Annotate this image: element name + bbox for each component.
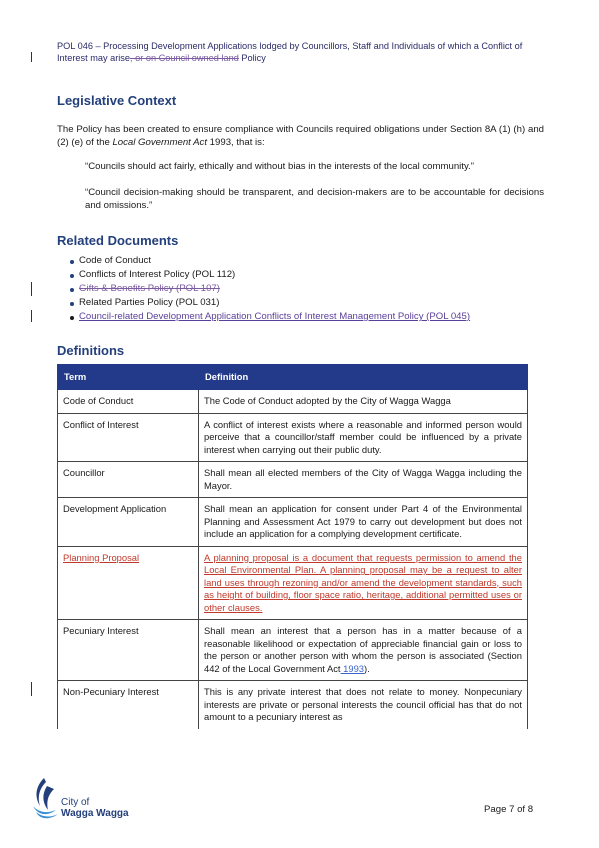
header-title-end: Policy [238,53,266,63]
list-item-label: Related Parties Policy (POL 031) [79,297,220,308]
definition-cell: A conflict of interest exists where a reasonable and informed person would perceive that a councillor/staff member could be influenced by a private interest when carrying out their public duty. [199,413,528,462]
wagga-wagga-logo-icon [30,776,62,820]
quote-1: “Councils should act fairly, ethically and without bias in the interests of the local community.” [85,161,474,172]
definition-inserted-text: 1993 [340,662,365,674]
term-cell: Non-Pecuniary Interest [58,681,199,729]
bullet-icon [70,302,74,306]
term-cell: Conflict of Interest [58,413,199,462]
table-row [58,498,528,547]
header-deleted-text: , or on Council owned land [130,53,239,63]
table-row-inserted [58,546,528,620]
list-item [57,296,470,310]
bullet-icon [70,274,74,278]
legislative-intro [57,123,544,149]
intro-text-end: 1993, that is: [207,137,265,148]
term-cell: Planning Proposal [58,546,199,620]
definitions-heading: Definitions [57,343,125,358]
list-item-label-inserted: Council-related Development Application Conflicts of Interest Management Policy (POL 045) [79,311,471,322]
header-title: POL 046 – Processing Development Applications lodged by Councillors, Staff and Individuals of which a Conflict of Interest may arise [57,41,523,63]
table-row [58,390,528,414]
bullet-icon [70,260,74,264]
definition-cell: Shall mean all elected members of the City of Wagga Wagga including the Mayor. [199,462,528,498]
change-bar [31,52,32,62]
term-cell: Code of Conduct [58,390,199,414]
table-header-row [58,365,528,390]
column-header-term: Term [58,365,199,390]
table-row [58,681,528,729]
bullet-icon [70,288,74,292]
definition-cell: Shall mean an application for consent under Part 4 of the Environmental Planning and Assessment Act 1979 to carry out development but does not include an application for a complying development certificate. [199,498,528,547]
list-item-label-deleted: Gifts & Benefits Policy (POL 107) [79,283,220,294]
list-item [57,282,470,296]
change-bar [31,310,32,322]
change-bar [31,282,32,296]
change-bar [31,682,32,696]
related-documents-list [57,254,470,324]
definition-cell: This is any private interest that does not relate to money. Nonpecuniary interests are private or personal interests the council official has that do not amount to a pecuniary interest as [199,681,528,729]
page-number: Page 7 of 8 [484,804,534,815]
definition-text: Shall mean an interest that a person has in a matter because of a reasonable likelihood or expectation of appreciable financial gain or loss to the person or another person with whom the person is associated (Section 442 of the Local Government Act [204,625,522,674]
table-row [58,620,528,681]
quote-2: “Council decision-making should be transparent, and decision-makers are to be accountable for decisions and omissions.” [85,187,544,211]
list-item-label: Code of Conduct [79,255,151,266]
list-item-label: Conflicts of Interest Policy (POL 112) [79,269,236,280]
page-header [57,40,547,64]
logo-line-2: Wagga Wagga [61,808,129,819]
definitions-table [57,364,528,729]
bullet-icon [70,316,74,320]
intro-text: The Policy has been created to ensure compliance with Councils required obligations under Section 8A (1) (h) and (2) (e) of the [57,124,544,148]
list-item [57,268,470,282]
logo-text [61,797,129,819]
table-row [58,462,528,498]
legislative-heading: Legislative Context [57,93,177,108]
logo-line-1: City of [61,797,90,808]
definition-cell [199,620,528,681]
table-row [58,413,528,462]
term-cell: Pecuniary Interest [58,620,199,681]
column-header-definition: Definition [199,365,528,390]
list-item [57,254,470,268]
definition-cell: The Code of Conduct adopted by the City of Wagga Wagga [199,390,528,414]
term-cell: Development Application [58,498,199,547]
term-cell: Councillor [58,462,199,498]
list-item [57,310,470,324]
definition-text-end: ). [364,662,370,674]
definition-cell: A planning proposal is a document that requests permission to amend the Local Environmental Plan. A planning proposal may be a request to alter land uses through rezoning and/or amend the development standards, such as height of building, floor space ratio, heritage, additional permitted uses or other clauses. [199,546,528,620]
related-heading: Related Documents [57,233,179,248]
intro-act: Local Government Act [112,137,208,148]
